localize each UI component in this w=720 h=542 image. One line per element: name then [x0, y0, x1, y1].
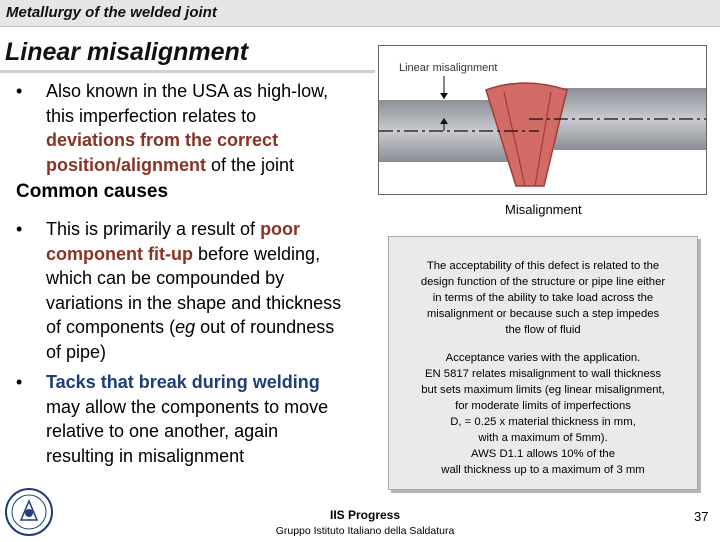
weld-diagram [379, 46, 706, 194]
bullet-line: Also known in the USA as high-low, [46, 81, 329, 101]
footer-branding [250, 508, 480, 537]
bullet-line [46, 153, 328, 178]
bullet-text [46, 79, 328, 177]
section-heading: Common causes [16, 181, 169, 202]
info-line: EN 5817 relates misalignment to wall thickness [424, 368, 662, 380]
info-line: Acceptance varies with the application. [445, 352, 641, 364]
bullet-text [46, 370, 328, 468]
bullet-dot: • [16, 372, 23, 392]
bullet-line: of pipe) [46, 341, 107, 362]
info-line: for moderate limits of imperfections [455, 400, 631, 412]
bullet-line [46, 315, 341, 340]
info-line: wall thickness up to a maximum of 3 mm [441, 464, 645, 476]
footer-subtitle: Gruppo Istituto Italiano della Saldatura [275, 525, 455, 537]
bullet-line: variations in the shape and thickness [46, 292, 342, 313]
emphasis-text: poor [260, 219, 301, 239]
info-line: AWS D1.1 allows 10% of the [471, 448, 615, 460]
info-paragraph-2 [389, 350, 697, 478]
bullet-dot: • [16, 219, 23, 239]
title-divider [0, 70, 375, 73]
emphasis-text: component fit-up [46, 243, 193, 264]
bullet-dot: • [16, 81, 23, 101]
info-line: in terms of the ability to take load across the [432, 292, 654, 304]
bullet-line [46, 242, 341, 267]
bullet-line: this imperfection relates to [46, 105, 257, 126]
emphasis-text: position/alignment [46, 154, 206, 175]
header-bar [0, 0, 720, 27]
bullet-fitup [16, 217, 381, 367]
bullet-line: resulting in misalignment [46, 445, 245, 466]
arrow-down-icon [440, 93, 448, 99]
plain-text: This is primarily a result of [46, 219, 261, 239]
misalignment-figure [378, 45, 707, 195]
bullet-tacks [16, 370, 381, 470]
figure-label: Linear misalignment [399, 62, 498, 74]
info-line: The acceptability of this defect is related to the [426, 260, 660, 272]
bullet-line: may allow the components to move [46, 396, 329, 417]
acceptance-info-box [388, 236, 698, 490]
slide-title: Linear misalignment [5, 38, 249, 66]
bullet-definition [16, 79, 376, 179]
italic-text: eg [175, 317, 196, 337]
bullet-line [46, 217, 341, 242]
footer-org: IIS Progress [329, 508, 401, 522]
page-number: 37 [694, 509, 709, 524]
figure-caption: Misalignment [505, 202, 582, 217]
info-line: the flow of fluid [505, 324, 581, 336]
info-paragraph-1 [389, 258, 697, 338]
info-line: with a maximum of 5mm). [478, 432, 608, 444]
iis-seal-logo [4, 487, 54, 537]
header-title: Metallurgy of the welded joint [6, 4, 217, 21]
info-line: design function of the structure or pipe line either [420, 276, 666, 288]
plain-text: of components ( [46, 317, 176, 337]
bullet-line-emphasis: Tacks that break during welding [46, 372, 320, 392]
plain-text: before welding, [192, 243, 321, 264]
seal-icon [4, 487, 54, 537]
info-line: misalignment or because such a step impedes [426, 308, 660, 320]
plain-text: of the joint [206, 154, 295, 175]
bullet-line: relative to one another, again [46, 421, 279, 441]
info-line: D, = 0.25 x material thickness in mm, [450, 416, 636, 428]
info-line: but sets maximum limits (eg linear misalignment, [421, 384, 665, 396]
bullet-text [46, 217, 341, 364]
bullet-line: which can be compounded by [46, 268, 285, 288]
plain-text: out of roundness [195, 317, 335, 337]
bullet-line-emphasis: deviations from the correct [46, 130, 279, 150]
